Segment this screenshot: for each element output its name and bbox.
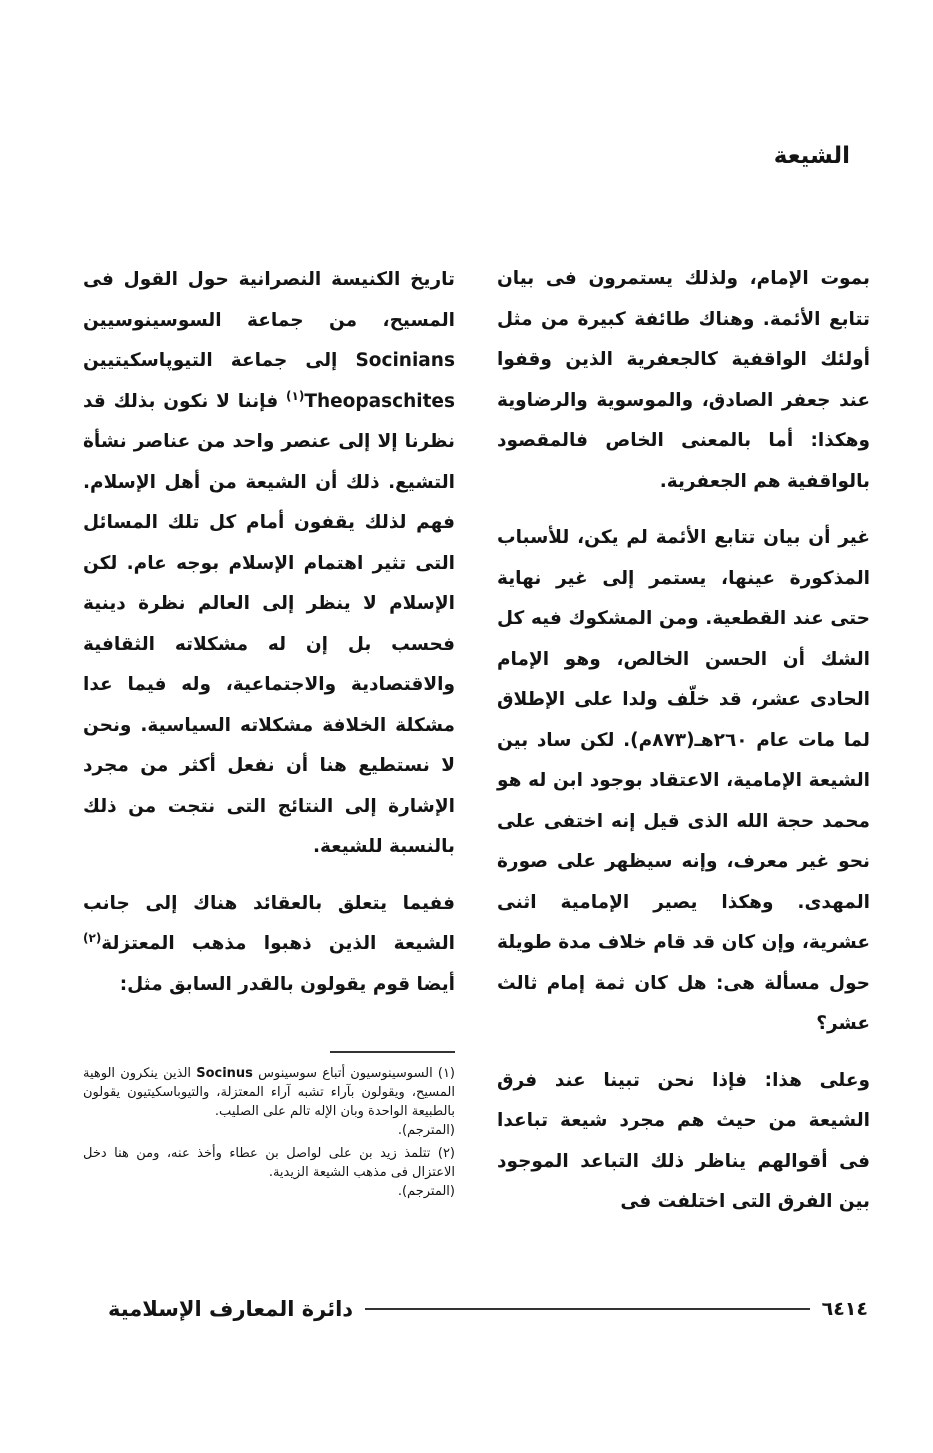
text-run: (٢) تتلمذ زيد بن على لواصل بن عطاء وأخذ عنه، ومن هنا دخل الاعتزال فى مذهب الشيعة الزيدية. xyxy=(83,1146,455,1180)
text-run: ففيما يتعلق بالعقائد هناك إلى جانب الشيعة الذين ذهبوا مذهب المعتزلة xyxy=(83,892,455,954)
text-run: (١) السوسينوسيون أتباع سوسينوس xyxy=(258,1066,455,1081)
journal-title: دائرة المعارف الإسلامية xyxy=(108,1297,354,1321)
paragraph xyxy=(83,260,455,868)
text-run: أيضا قوم يقولون بالقدر السابق مثل: xyxy=(119,973,455,995)
footnotes xyxy=(83,1064,455,1201)
translator-note: (المترجم). xyxy=(397,1123,455,1138)
latin-term: Theopaschites xyxy=(304,390,455,412)
translator-note: (المترجم). xyxy=(397,1184,455,1199)
paragraph: غير أن بيان تتابع الأئمة لم يكن، للأسباب المذكورة عينها، يستمر إلى غير نهاية حتى عند القطعية. ومن المشكوك فيه كل الشك أن الحسن الخالص، وهو الإمام الحادى عشر، قد خلّف ولدا على الإطلاق لما مات عام ٢٦٠هـ(٨٧٣م). لكن ساد بين الشيعة الإمامية، الاعتقاد بوجود ابن له هو محمد حجة الله الذى قيل إنه اختفى على نحو غير معرف، وإنه سيظهر على صورة المهدى. وهكذا يصير الإمامية اثنى عشرية، وإن كان قد قام خلاف مدة طويلة حول مسألة هى: هل كان ثمة إمام ثالث عشر؟ xyxy=(497,527,870,1034)
paragraph: بموت الإمام، ولذلك يستمرون فى بيان تتابع الأئمة. وهناك طائفة كبيرة من مثل أولئك الواقفية كالجعفرية الذين وقفوا عند جعفر الصادق، والموسوية والرضاوية وهكذا: أما بالمعنى الخاص فالمقصود بالواقفية هم الجعفرية. xyxy=(497,268,870,492)
footnote-ref[interactable]: (١) xyxy=(286,388,305,403)
latin-term: Socinus xyxy=(196,1066,253,1081)
footnote xyxy=(83,1064,455,1140)
footnote-divider xyxy=(330,1051,455,1053)
text-run: الذين ينكرون الوهية المسيح، ويقولون بآراء تشبه آراء المعتزلة، والتيوباسكيتيون يقولون بالطبيعة الواحدة وبان الإله تالم على الصليب. xyxy=(83,1066,455,1119)
page-number: ٦٤١٤ xyxy=(821,1298,868,1320)
left-column xyxy=(83,260,455,1005)
text-run: تاريخ الكنيسة النصرانية حول القول فى المسيح، من جماعة السوسينوسيين xyxy=(83,269,455,331)
footnote xyxy=(83,1144,455,1201)
right-column xyxy=(497,259,870,1223)
text-run: فإننا لا نكون بذلك قد نظرنا إلا إلى عنصر واحد من عناصر نشأة التشيع. ذلك أن الشيعة من أهل الإسلام. فهم لذلك يقفون أمام كل تلك المسائل التى تثير اهتمام الإسلام بوجه عام. لكن الإسلام لا ينظر إلى العالم نظرة دينية فحسب بل إن له مشكلاته الثقافية والاقتصادية والاجتماعية، وله فيما عدا مشكلة الخلافة مشكلاته السياسية. ونحن لا نستطيع هنا أن نفعل أكثر من مجرد الإشارة إلى النتائج التى نتجت من ذلك بالنسبة للشيعة. xyxy=(83,390,455,857)
paragraph: وعلى هذا: فإذا نحن تبينا عند فرق الشيعة من حيث هم مجرد شيعة تباعدا فى أقوالهم يناظر ذلك التباعد الموجود بين الفرق التى اختلفت فى xyxy=(497,1069,870,1212)
paragraph xyxy=(83,884,455,1006)
footer-divider xyxy=(365,1308,810,1310)
page-title: الشيعة xyxy=(773,143,850,169)
text-run: إلى جماعة التيوپاسكيتيين xyxy=(83,350,338,371)
page-footer xyxy=(108,1292,868,1326)
footnote-ref[interactable]: (٢) xyxy=(83,930,102,945)
latin-term: Socinians xyxy=(355,350,455,371)
